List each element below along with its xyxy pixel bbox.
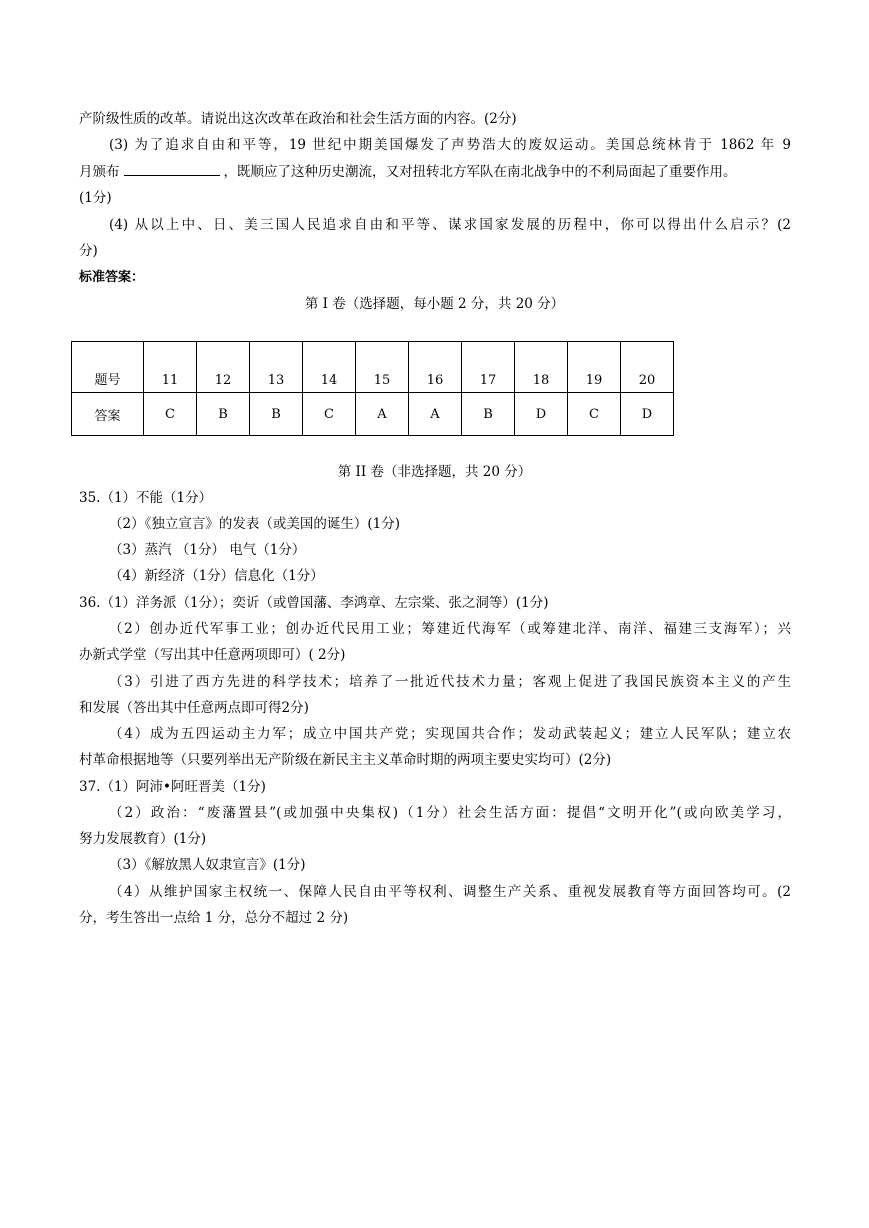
answer-36-2: （2）创办近代军事工业；创办近代民用工业；筹建近代海军（或筹建北洋、南洋、福建三支海军）；兴 bbox=[109, 621, 791, 637]
answer-35-2: （2）《独立宣言》的发表（或美国的诞生）(1分) bbox=[109, 516, 400, 532]
answer-36-4: （4）成为五四运动主力军；成立中国共产党；实现国共合作；发动武装起义；建立人民军队；建立农 bbox=[109, 726, 791, 742]
answer-36-3: （3）引进了西方先进的科学技术；培养了一批近代技术力量；客观上促进了我国民族资本主义的产生 bbox=[109, 674, 791, 690]
question-number-cell: 11 bbox=[144, 342, 197, 393]
answer-cell: B bbox=[197, 393, 250, 436]
answer-cell: D bbox=[515, 393, 568, 436]
answer-37-4: （4）从维护国家主权统一、保障人民自由平等权利、调整生产关系、重视发展教育等方面回答均可。(2 bbox=[109, 884, 791, 900]
question-3-text-before: 月颁布 bbox=[79, 164, 120, 180]
question-number-cell: 16 bbox=[409, 342, 462, 393]
answer-cell: D bbox=[621, 393, 674, 436]
question-number-cell: 15 bbox=[356, 342, 409, 393]
question-number-cell: 17 bbox=[462, 342, 515, 393]
answer-cell: C bbox=[144, 393, 197, 436]
answer-37-4-cont: 分，考生答出一点给 1 分，总分不超过 2 分) bbox=[79, 910, 349, 926]
choice-answer-table bbox=[71, 341, 674, 436]
table-row-numbers bbox=[72, 342, 674, 393]
answer-cell: B bbox=[250, 393, 303, 436]
question-line: 产阶级性质的改革。请说出这次改革在政治和社会生活方面的内容。(2分) bbox=[79, 111, 517, 127]
question-number-cell: 12 bbox=[197, 342, 250, 393]
row-label-number: 题号 bbox=[72, 342, 144, 393]
answer-cell: C bbox=[303, 393, 356, 436]
question-number-cell: 20 bbox=[621, 342, 674, 393]
answer-35-4: （4）新经济（1分）信息化（1分） bbox=[109, 568, 324, 584]
question-number-cell: 18 bbox=[515, 342, 568, 393]
answer-cell: A bbox=[356, 393, 409, 436]
question-3-text-after: ，既顺应了这种历史潮流，又对扭转北方军队在南北战争中的不利局面起了重要作用。 bbox=[223, 164, 737, 180]
row-label-answer: 答案 bbox=[72, 393, 144, 436]
answer-cell: B bbox=[462, 393, 515, 436]
answer-36-2-cont: 办新式学堂（写出其中任意两项即可）( 2分) bbox=[79, 647, 346, 663]
answer-heading: 标准答案： bbox=[79, 270, 145, 285]
question-4-score: 分) bbox=[79, 243, 98, 259]
table-row-answers bbox=[72, 393, 674, 436]
question-number-cell: 13 bbox=[250, 342, 303, 393]
answer-36-4-cont: 村革命根据地等（只要列举出无产阶级在新民主主义革命时期的两项主要史实均可）(2分) bbox=[79, 752, 612, 768]
answer-37-3: （3）《解放黑人奴隶宣言》(1分) bbox=[109, 857, 306, 873]
answer-36-3-cont: 和发展（答出其中任意两点即可得2分) bbox=[79, 700, 309, 716]
question-3-line: (3) 为了追求自由和平等，19 世纪中期美国爆发了声势浩大的废奴运动。美国总统林肯于 1862 年 9 bbox=[109, 137, 791, 153]
answer-35-3: （3）蒸汽 （1分） 电气（1分） bbox=[109, 542, 306, 558]
question-3-line-blank bbox=[79, 163, 791, 181]
question-number-cell: 19 bbox=[568, 342, 621, 393]
answer-37-1: 37.（1）阿沛•阿旺晋美（1分) bbox=[79, 779, 266, 795]
part-1-title: 第 I 卷（选择题，每小题 2 分，共 20 分） bbox=[304, 296, 565, 312]
answer-blank bbox=[124, 163, 220, 176]
answer-36-1: 36.（1）洋务派（1分）；奕䜣（或曾国藩、李鸿章、左宗棠、张之洞等）(1分) bbox=[79, 595, 549, 611]
question-number-cell: 14 bbox=[303, 342, 356, 393]
part-2-title: 第 II 卷（非选择题，共 20 分） bbox=[337, 464, 532, 480]
answer-cell: A bbox=[409, 393, 462, 436]
question-4-line: (4) 从以上中、日、美三国人民追求自由和平等、谋求国家发展的历程中，你可以得出什么启示？(2 bbox=[109, 217, 791, 233]
answer-37-2: （2）政治：“废藩置县”(或加强中央集权)（1分）社会生活方面：提倡“文明开化”(或向欧美学习， bbox=[109, 805, 791, 821]
answer-35-1: 35.（1）不能（1分） bbox=[79, 490, 213, 506]
answer-37-2-cont: 努力发展教育）(1分) bbox=[79, 831, 207, 847]
question-3-score: (1分) bbox=[79, 190, 112, 206]
answer-cell: C bbox=[568, 393, 621, 436]
